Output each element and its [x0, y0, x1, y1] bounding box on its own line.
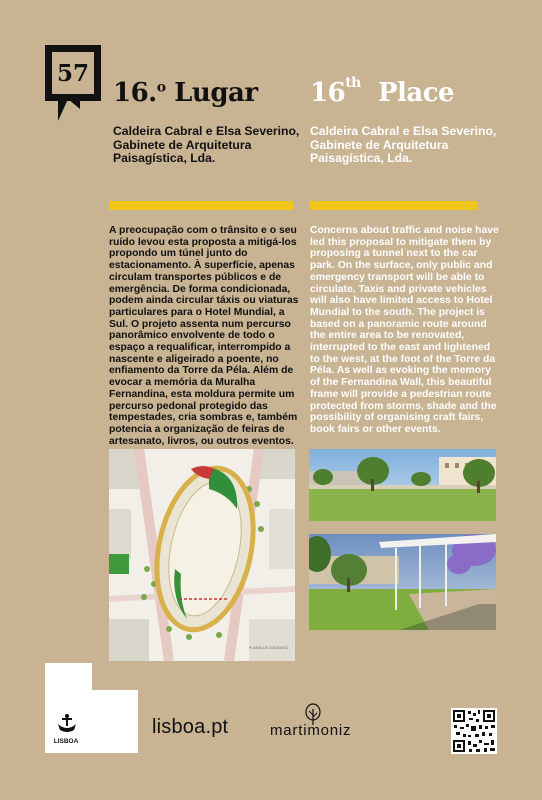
website-url: lisboa.pt: [152, 716, 229, 738]
title-en: 16th Place: [310, 75, 455, 108]
number-badge: [45, 45, 101, 101]
authors-pt: Caldeira Cabral e Elsa Severino, Gabinete de Arquitetura Paisagística, Lda.: [113, 124, 300, 165]
lisboa-emblem-icon: [56, 712, 78, 736]
rendering-pergola-image: [309, 534, 496, 630]
svg-text:PLANTA DE CONJUNTO: PLANTA DE CONJUNTO: [249, 646, 289, 650]
body-text-pt: A preocupação com o trânsito e o seu ruído levou esta proposta a mitigá-los propondo um túnel junto do estacionamento. À superfície, apenas circulam transportes públicos e de emergência. De forma condicionada, podem ainda circular táxis ou viaturas particulares para o Hotel Mundial, a Sul. O projeto assenta num percurso panorâmico envolvente de todo o espaço a requalificar, interrompido a nascente e aligeirado a poente, no enfiamento da Torre da Péla. Além de evocar a memória da Muralha Fernandina, esta moldura permite um percurso pedonal protegido das tempestades, cria sombras e, também potencia a organização de feiras de artesanato, livros, ou outros eventos.: [109, 225, 299, 447]
title-pt: 16.$^o$ Lugar: [113, 78, 258, 108]
accent-bar-pt: [109, 201, 293, 210]
qr-code[interactable]: [451, 708, 497, 754]
martimoniz-logo-text: martimoniz: [270, 722, 352, 739]
logo-panel-notch: [92, 663, 138, 690]
accent-bar-en: [310, 201, 478, 210]
rendering-park-image: [309, 449, 496, 521]
badge-tail: [58, 99, 68, 121]
site-plan-image: [109, 449, 295, 661]
authors-en: Caldeira Cabral e Elsa Severino, Gabinete de Arquitetura Paisagística, Lda.: [310, 124, 497, 165]
badge-number: 57: [52, 52, 94, 94]
body-text-en: Concerns about traffic and noise have led this proposal to mitigate them by proposing a tunnel next to the car park. On the surface, only public and emergency transport will be able to circulate. Taxis and private vehicles will also have limited access to Hotel Mundial to the south. The project is based on a panoramic route around the entire area to be renovated, interrupted to the east and lightened to the west, at the foot of the Torre da Péla. As well as evoking the memory of the Fernandina Wall, this beautiful frame will provide a pedestrian route protected from storms, shade and the possibility of organising craft fairs, book fairs or other events.: [310, 225, 499, 435]
badge-tail-edge: [68, 99, 80, 109]
lisboa-logo-text: LISBOA: [53, 738, 79, 745]
